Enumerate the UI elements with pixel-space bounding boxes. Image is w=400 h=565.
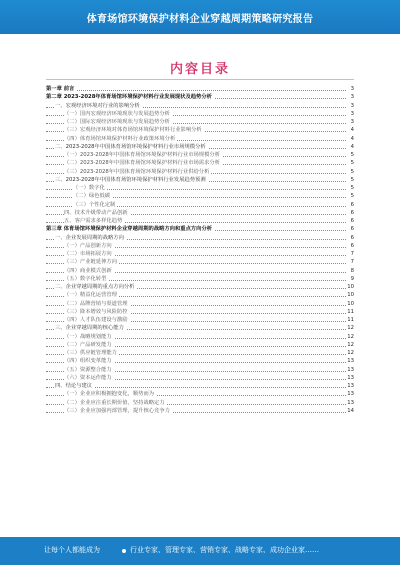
toc-page-number: 5 [346,192,354,200]
toc-page-number: 8 [346,267,354,275]
toc-page-number: 3 [346,102,354,110]
footer-bullet-icon [122,549,126,553]
toc-entry-text: （六）资本运作能力 [64,374,112,381]
toc-entry[interactable] [46,201,354,209]
footer-slogan-left: 让每个人都能成为 [44,546,100,554]
toc-entry[interactable] [46,176,354,184]
toc-entry[interactable] [46,217,354,225]
toc-page-number: 3 [346,118,354,126]
toc-entry[interactable] [46,250,354,258]
toc-entry-text: （三）2023-2028年中国体育场馆环境保护材料行业供给分析 [64,168,210,175]
toc-page-number: 11 [347,317,354,323]
toc-entry-text: 第三章 体育场馆环境保护材料企业穿越周期的战略方向和重点方向分析 [46,226,213,233]
toc-page-number: 4 [346,143,354,151]
toc-entry[interactable] [46,143,354,151]
toc-entry[interactable] [46,151,354,159]
toc-entry[interactable] [46,168,354,176]
toc-page-number: 10 [347,284,354,290]
toc-entry-text: （一）国内宏观经济环境现状与发展趋势分析 [64,110,170,117]
toc-entry[interactable] [46,93,354,101]
toc-entry[interactable] [46,357,354,365]
toc-page-number: 12 [347,325,354,332]
toc-page-number: 7 [346,258,354,266]
toc-page-number: 6 [346,234,354,242]
toc-page-number: 7 [346,250,354,258]
toc-entry[interactable] [46,242,354,250]
toc-entry-text: （三）产业链延伸方向 [64,259,117,266]
toc-page-number: 5 [346,184,354,192]
toc-entry[interactable] [46,102,354,110]
toc-entry-text: （一）数字化 [73,185,105,191]
toc-page-number: 13 [347,374,354,381]
toc-entry-text: 三、2023-2028年中国体育场馆环境保护材料行业发展趋势预测 [55,176,206,183]
toc-entry[interactable] [46,374,354,382]
toc-entry[interactable] [46,135,354,143]
toc-divider [46,79,354,80]
toc-page-number: 13 [347,358,354,365]
toc-page-number: 3 [346,110,354,118]
toc-entry-text: （一）精益化运营管理 [64,292,117,299]
toc-page-number: 3 [346,93,354,101]
toc-entry-text: （三）供应链管理能力 [64,350,117,356]
toc-entry-text: （二）品牌营销与渠道管理 [64,300,128,307]
toc-entry-text: （一）2023-2028年中国体育场馆环境保护材料行业市场规模分析 [64,152,220,158]
toc-page-number: 6 [346,225,354,233]
toc-page-number: 12 [347,350,354,356]
toc-entry[interactable] [46,399,354,407]
toc-entry[interactable] [46,267,354,275]
toc-entry[interactable] [46,192,354,200]
toc-page-number: 4 [346,135,354,143]
toc-entry-text: （二）2023-2028年中国体育场馆环境保护材料行业市场需求分析 [64,160,220,167]
toc-entry-text: （四）组织变革能力 [64,358,112,365]
toc-entry[interactable] [46,275,354,283]
toc-entry-text: 第二章 2023-2028年体育场馆环境保护材料行业发展现状及趋势分析 [46,94,212,101]
toc-page-number: 10 [347,292,354,299]
toc-page-number: 13 [347,399,354,406]
toc-page-number: 13 [347,391,354,398]
toc-entry-text: （四）人才队伍建设与激励 [64,317,128,323]
toc-entry-text: （二）市场拓展方向 [64,251,112,257]
toc-entry[interactable] [46,85,354,93]
toc-entry[interactable] [46,291,354,299]
toc-entry-text: （四）商业模式创新 [64,267,112,274]
toc-entry[interactable] [46,118,354,126]
toc-entry[interactable] [46,209,354,217]
toc-entry[interactable] [46,300,354,308]
toc-page-number: 5 [346,151,354,159]
footer-banner [0,537,400,565]
toc-entry-text: 二、企业穿越周期的重点方向分析 [55,284,135,290]
toc-page-number: 5 [346,176,354,184]
report-header-banner [0,0,400,34]
toc-entry[interactable] [46,333,354,341]
toc-heading: 内容目录 [169,62,230,77]
toc-entry[interactable] [46,110,354,118]
toc-entry-text: （五）数字化转型 [64,275,107,282]
toc-entry-text: （二）企业应注重长期价值，坚持战略定力 [64,399,165,406]
toc-page-number: 5 [346,168,354,176]
toc-entry-text: 第一章 前言 [46,86,75,92]
toc-page-number: 6 [346,209,354,217]
toc-page-number: 12 [347,341,354,348]
toc-entry[interactable] [46,184,354,192]
toc-entry-text: （二）绿色低碳 [73,193,111,200]
toc-entry-text: （二）国际宏观经济环境现状与发展趋势分析 [64,119,170,125]
toc-entry-text: 二、2023-2028年中国体育场馆环境保护材料行业市场规模分析 [55,143,206,150]
toc-page-number: 5 [346,159,354,167]
toc-entry[interactable] [46,366,354,374]
toc-entry[interactable] [46,341,354,349]
toc-entry-text: （二）产品研发能力 [64,341,112,348]
toc-entry-text: （三）宏观经济环境对体育场馆环境保护材料行业影响分析 [64,127,202,134]
toc-entry-text: （一）战略规划能力 [64,333,112,340]
report-title: 体育场馆环境保护材料企业穿越周期策略研究报告 [86,14,314,25]
toc-page-number: 6 [346,201,354,209]
toc-page-number: 13 [347,366,354,373]
toc-page-number: 10 [347,300,354,307]
toc-entry-text: 一、宏观经济环境对行业的影响分析 [55,102,140,109]
toc-entry[interactable] [46,407,354,415]
toc-page-number: 6 [346,242,354,250]
toc-entry-text: （四）体育场馆环境保护材料行业政策环境分析 [64,135,176,142]
toc-entry[interactable] [46,382,354,390]
footer-slogan-right: 行业专家、管理专家、营销专家、战略专家、成功企业家…… [130,546,319,554]
toc-entry[interactable] [46,283,354,291]
toc-page-number: 9 [346,275,354,283]
toc-entry[interactable] [46,324,354,332]
toc-page-number: 13 [347,383,354,389]
toc-entry[interactable] [46,159,354,167]
toc-page-number: 3 [346,85,354,93]
toc-entry[interactable] [46,316,354,324]
toc-page-number: 4 [346,126,354,134]
toc-entry-text: （一）产品创新方向 [64,242,112,249]
toc-entry-text: 四、结论与建议 [55,383,93,389]
toc-entry-text: （三）企业应加强内部管理，提升核心竞争力 [64,407,170,414]
toc-entry[interactable] [46,225,354,233]
toc-entry-text: （五）资源整合能力 [64,366,112,373]
toc-entry-text: 四、技术升级带动产品创新 [64,209,128,216]
toc-page-number: 11 [347,308,354,315]
toc-page-number: 6 [346,217,354,225]
toc-page-number: 12 [347,333,354,340]
toc-entry[interactable] [46,234,354,242]
toc-entry-text: 三、企业穿越周期的核心能力 [55,325,124,332]
toc-entry[interactable] [46,349,354,357]
toc-page-number: 14 [347,407,354,414]
toc-entry-text: （三）个性化定制 [73,201,116,208]
toc-entry-text: 一、企业发展周期的战略方向 [55,234,124,241]
table-of-contents [46,85,354,415]
toc-entry[interactable] [46,390,354,398]
toc-entry[interactable] [46,126,354,134]
toc-leader-dots [46,90,346,91]
toc-entry[interactable] [46,258,354,266]
toc-entry-text: （一）企业应积极拥抱变化，顺势而为 [64,391,155,398]
toc-entry-text: 五、客户需求多样化趋势 [64,218,123,224]
toc-entry-text: （三）降本增效与风险防控 [64,308,128,315]
toc-entry[interactable] [46,308,354,316]
